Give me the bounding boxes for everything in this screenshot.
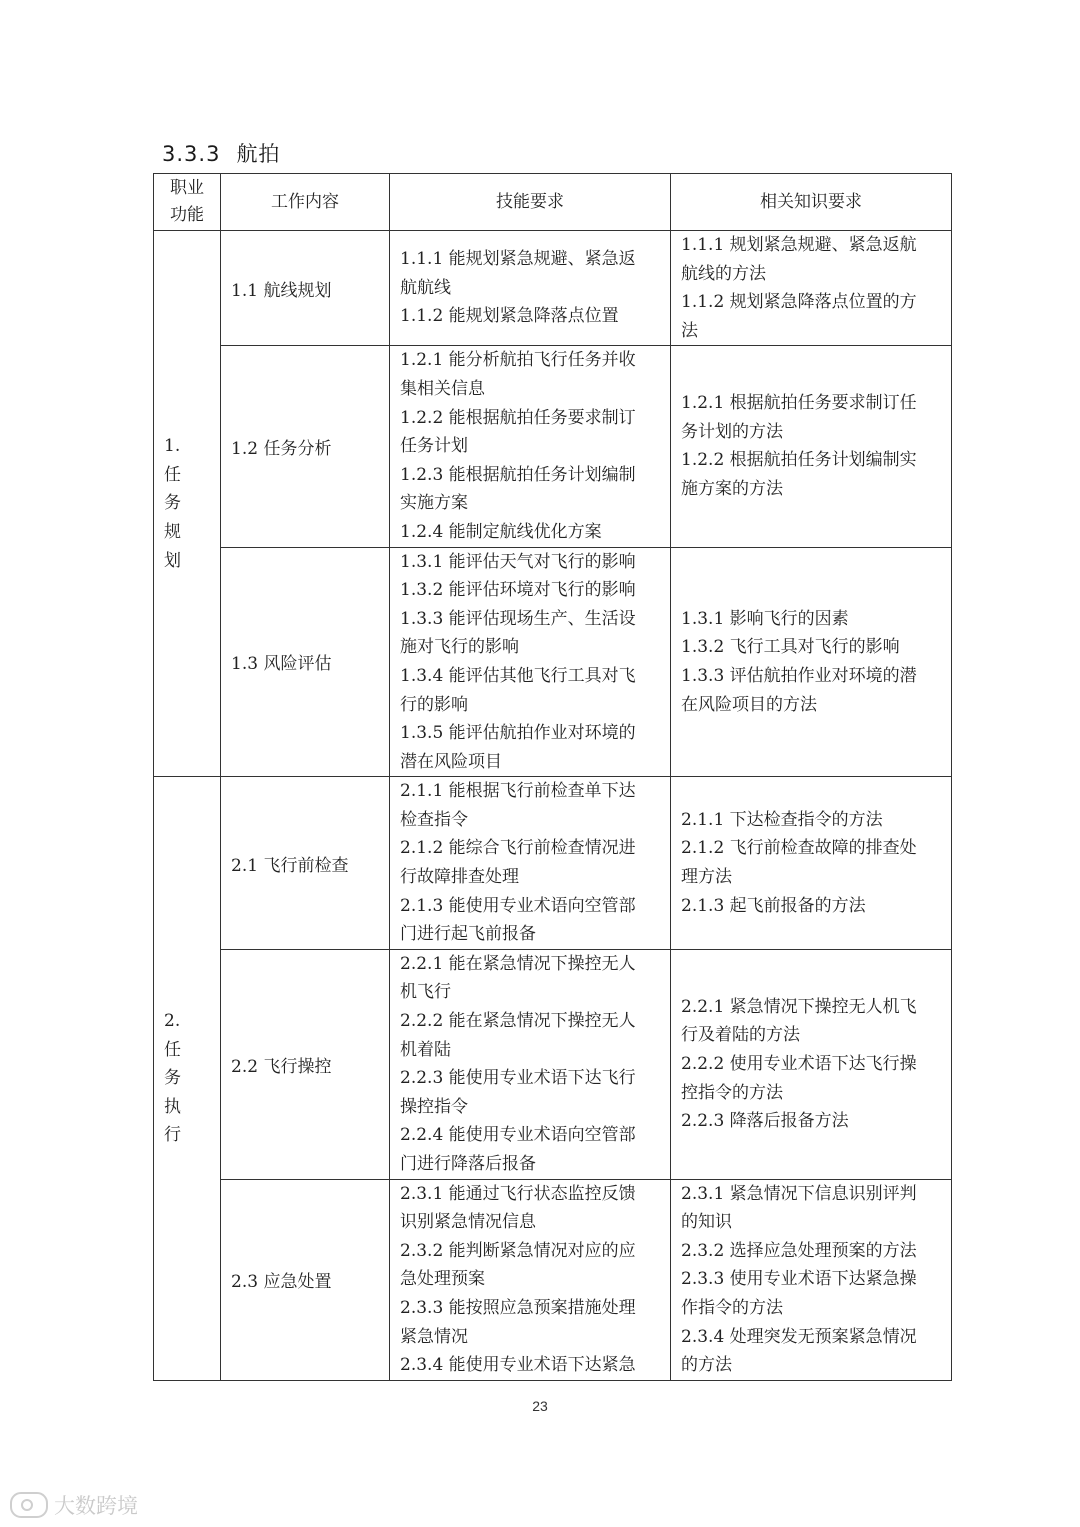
table-row: [154, 1179, 952, 1380]
skill-line: 1.3.3 能评估现场生产、生活设: [400, 608, 636, 629]
knowledge-line: 施方案的方法: [681, 479, 783, 500]
work-content-cell: 2.3 应急处置: [221, 1179, 390, 1380]
page-number: 23: [532, 1398, 548, 1414]
knowledge-line: 作指令的方法: [681, 1297, 783, 1318]
knowledge-line: 1.1.1 规划紧急规避、紧急返航: [681, 235, 917, 255]
skill-line: 检查指令: [400, 809, 468, 830]
skill-line: 紧急情况: [400, 1326, 468, 1347]
knowledge-line: 的知识: [681, 1212, 732, 1233]
skill-cell: [390, 777, 671, 950]
skill-line: 任务计划: [400, 436, 468, 457]
knowledge-line: 2.1.1 下达检查指令的方法: [681, 809, 883, 830]
section-number: 3.3.3: [162, 142, 221, 166]
knowledge-cell: [671, 1179, 952, 1380]
skill-cell: [390, 949, 671, 1179]
knowledge-line: 1.2.1 根据航拍任务要求制订任: [681, 393, 917, 414]
table-header-row: [154, 174, 952, 231]
skill-line: 2.3.1 能通过飞行状态监控反馈: [400, 1183, 636, 1204]
skill-cell: [390, 547, 671, 777]
knowledge-cell: [671, 949, 952, 1179]
knowledge-line: 2.2.1 紧急情况下操控无人机飞: [681, 996, 917, 1017]
skill-line: 1.1.2 能规划紧急降落点位置: [400, 306, 619, 327]
work-content-cell: 2.1 飞行前检查: [221, 777, 390, 950]
skills-table: [153, 173, 952, 1381]
header-function: 职业 功能: [154, 174, 221, 231]
skill-line: 2.1.3 能使用专业术语向空管部: [400, 895, 636, 916]
skill-line: 潜在风险项目: [400, 751, 502, 772]
skill-line: 行故障排查处理: [400, 867, 519, 888]
watermark-logo-icon: [10, 1492, 48, 1518]
knowledge-cell: [671, 777, 952, 950]
function-cell: 1. 任 务 规 划: [154, 231, 221, 777]
knowledge-line: 2.3.3 使用专业术语下达紧急操: [681, 1269, 917, 1290]
knowledge-line: 2.3.2 选择应急处理预案的方法: [681, 1240, 917, 1261]
skill-line: 行的影响: [400, 694, 468, 715]
work-content-cell: 2.2 飞行操控: [221, 949, 390, 1179]
knowledge-line: 行及着陆的方法: [681, 1025, 800, 1046]
knowledge-line: 2.3.1 紧急情况下信息识别评判: [681, 1183, 917, 1204]
header-skill: 技能要求: [390, 174, 671, 231]
skill-line: 2.3.4 能使用专业术语下达紧急: [400, 1355, 636, 1376]
header-knowledge: 相关知识要求: [671, 174, 952, 231]
skill-line: 2.3.3 能按照应急预案措施处理: [400, 1297, 636, 1318]
work-content-cell: 1.1 航线规划: [221, 231, 390, 346]
knowledge-line: 2.3.4 处理突发无预案紧急情况: [681, 1326, 917, 1347]
skill-line: 2.3.2 能判断紧急情况对应的应: [400, 1240, 636, 1261]
watermark-text: 大数跨境: [54, 1494, 138, 1518]
knowledge-line: 在风险项目的方法: [681, 694, 817, 715]
skill-line: 施对飞行的影响: [400, 637, 519, 658]
section-heading: [162, 138, 280, 168]
skill-line: 1.3.4 能评估其他飞行工具对飞: [400, 665, 636, 686]
knowledge-line: 2.2.3 降落后报备方法: [681, 1111, 849, 1132]
knowledge-cell: [671, 346, 952, 547]
knowledge-line: 航线的方法: [681, 263, 766, 284]
skill-line: 1.2.2 能根据航拍任务要求制订: [400, 407, 636, 428]
skill-line: 2.2.2 能在紧急情况下操控无人: [400, 1011, 636, 1032]
skill-line: 航航线: [400, 277, 451, 298]
skill-cell: [390, 1179, 671, 1380]
skill-line: 集相关信息: [400, 378, 485, 399]
skill-line: 1.3.5 能评估航拍作业对环境的: [400, 723, 636, 744]
knowledge-line: 务计划的方法: [681, 421, 783, 442]
knowledge-line: 控指令的方法: [681, 1082, 783, 1103]
skill-line: 2.1.2 能综合飞行前检查情况进: [400, 838, 636, 859]
table-row: [154, 547, 952, 777]
skill-line: 1.2.4 能制定航线优化方案: [400, 521, 602, 542]
skill-line: 门进行降落后报备: [400, 1154, 536, 1174]
work-content-cell: 1.3 风险评估: [221, 547, 390, 777]
skill-cell: [390, 231, 671, 346]
skill-line: 1.3.1 能评估天气对飞行的影响: [400, 551, 636, 572]
header-work: 工作内容: [221, 174, 390, 231]
skill-line: 2.2.1 能在紧急情况下操控无人: [400, 953, 636, 974]
function-cell: 2. 任 务 执 行: [154, 777, 221, 1380]
skill-line: 2.1.1 能根据飞行前检查单下达: [400, 781, 636, 802]
skill-line: 急处理预案: [400, 1269, 485, 1290]
knowledge-line: 理方法: [681, 867, 732, 888]
table-row: [154, 949, 952, 1179]
knowledge-line: 2.1.2 飞行前检查故障的排查处: [681, 838, 917, 859]
skill-line: 1.2.1 能分析航拍飞行任务并收: [400, 350, 636, 371]
knowledge-line: 1.1.2 规划紧急降落点位置的方: [681, 292, 917, 313]
knowledge-line: 2.1.3 起飞前报备的方法: [681, 895, 866, 916]
watermark: [10, 1490, 138, 1520]
knowledge-line: 法: [681, 320, 698, 341]
skill-cell: [390, 346, 671, 547]
skill-line: 识别紧急情况信息: [400, 1212, 536, 1233]
knowledge-cell: [671, 231, 952, 346]
work-content-cell: 1.2 任务分析: [221, 346, 390, 547]
table-row: [154, 346, 952, 547]
knowledge-line: 的方法: [681, 1355, 732, 1376]
knowledge-line: 2.2.2 使用专业术语下达飞行操: [681, 1053, 917, 1074]
skill-line: 机着陆: [400, 1039, 451, 1060]
skill-line: 1.1.1 能规划紧急规避、紧急返: [400, 249, 636, 270]
skill-line: 1.3.2 能评估环境对飞行的影响: [400, 580, 636, 601]
skill-line: 2.2.4 能使用专业术语向空管部: [400, 1125, 636, 1146]
knowledge-line: 1.3.2 飞行工具对飞行的影响: [681, 637, 900, 658]
section-title: 航拍: [236, 142, 281, 166]
table-row: [154, 777, 952, 950]
skill-line: 操控指令: [400, 1096, 468, 1117]
skill-line: 实施方案: [400, 493, 468, 514]
knowledge-line: 1.3.1 影响飞行的因素: [681, 608, 849, 629]
knowledge-line: 1.3.3 评估航拍作业对环境的潜: [681, 665, 917, 686]
knowledge-cell: [671, 547, 952, 777]
knowledge-line: 1.2.2 根据航拍任务计划编制实: [681, 450, 917, 471]
skill-line: 门进行起飞前报备: [400, 924, 536, 945]
skill-line: 机飞行: [400, 982, 451, 1003]
skill-line: 1.2.3 能根据航拍任务计划编制: [400, 464, 636, 485]
table-row: [154, 231, 952, 346]
skill-line: 2.2.3 能使用专业术语下达飞行: [400, 1068, 636, 1089]
